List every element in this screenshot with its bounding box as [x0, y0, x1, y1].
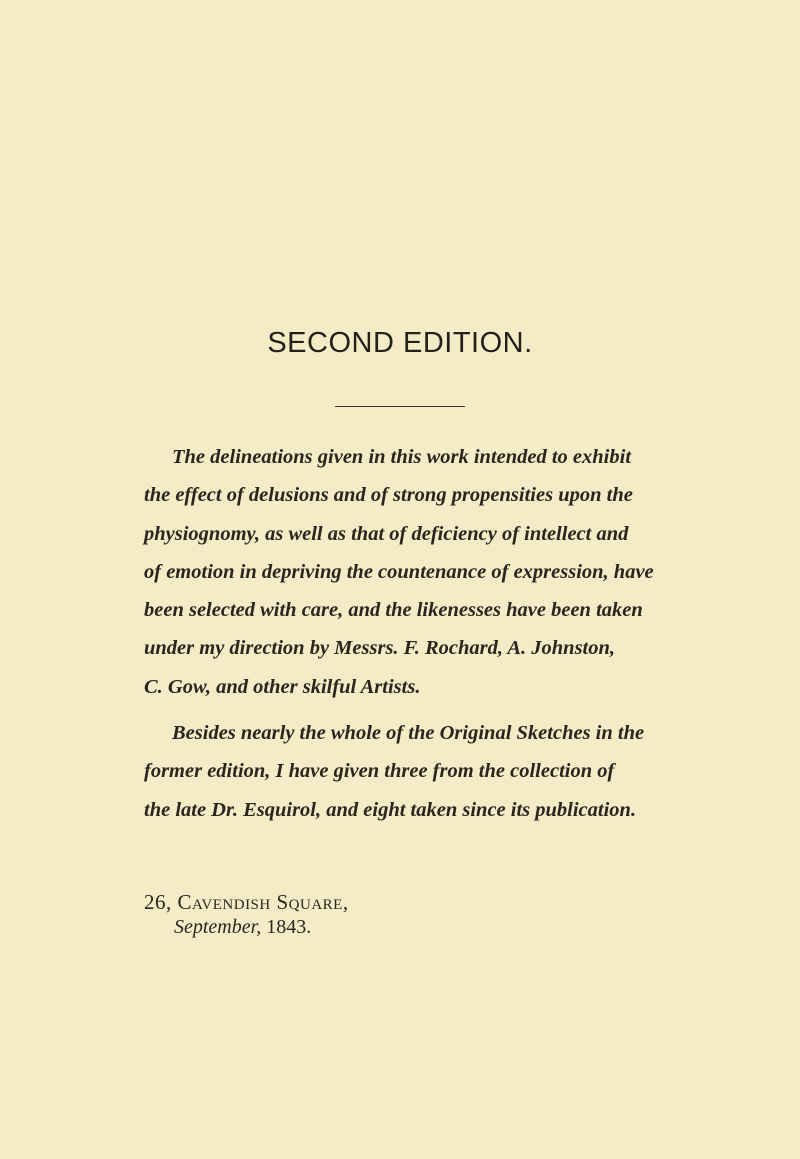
address-street: Cavendish Square, [177, 890, 349, 914]
signature-address [144, 890, 349, 915]
address-number: 26, [144, 890, 172, 914]
paragraph-line: of emotion in depriving the countenance of expression, have [144, 560, 654, 583]
date-year: 1843. [266, 916, 312, 938]
paragraph-line: physiognomy, as well as that of deficiency of intellect and [144, 522, 629, 545]
date-month: September, [174, 916, 262, 938]
paragraph-line: former edition, I have given three from the collection of [144, 760, 615, 783]
paragraph-line: under my direction by Messrs. F. Rochard, A. Johnston, [144, 637, 616, 660]
title-divider-rule [335, 406, 465, 407]
paragraph-line: Besides nearly the whole of the Original Sketches in the [172, 722, 645, 744]
paragraph-line: The delineations given in this work intended to exhibit [172, 446, 632, 468]
signature-date [174, 916, 311, 939]
paragraph-line: been selected with care, and the likenesses have been taken [144, 599, 643, 622]
paragraph-line: the late Dr. Esquirol, and eight taken since its publication. [144, 798, 637, 821]
paragraph-line: the effect of delusions and of strong propensities upon the [144, 484, 633, 507]
paragraph-sketches [144, 714, 704, 829]
page-title: SECOND EDITION. [267, 327, 533, 359]
paragraph-line: C. Gow, and other skilful Artists. [144, 675, 421, 698]
paragraph-delineations [144, 438, 704, 706]
